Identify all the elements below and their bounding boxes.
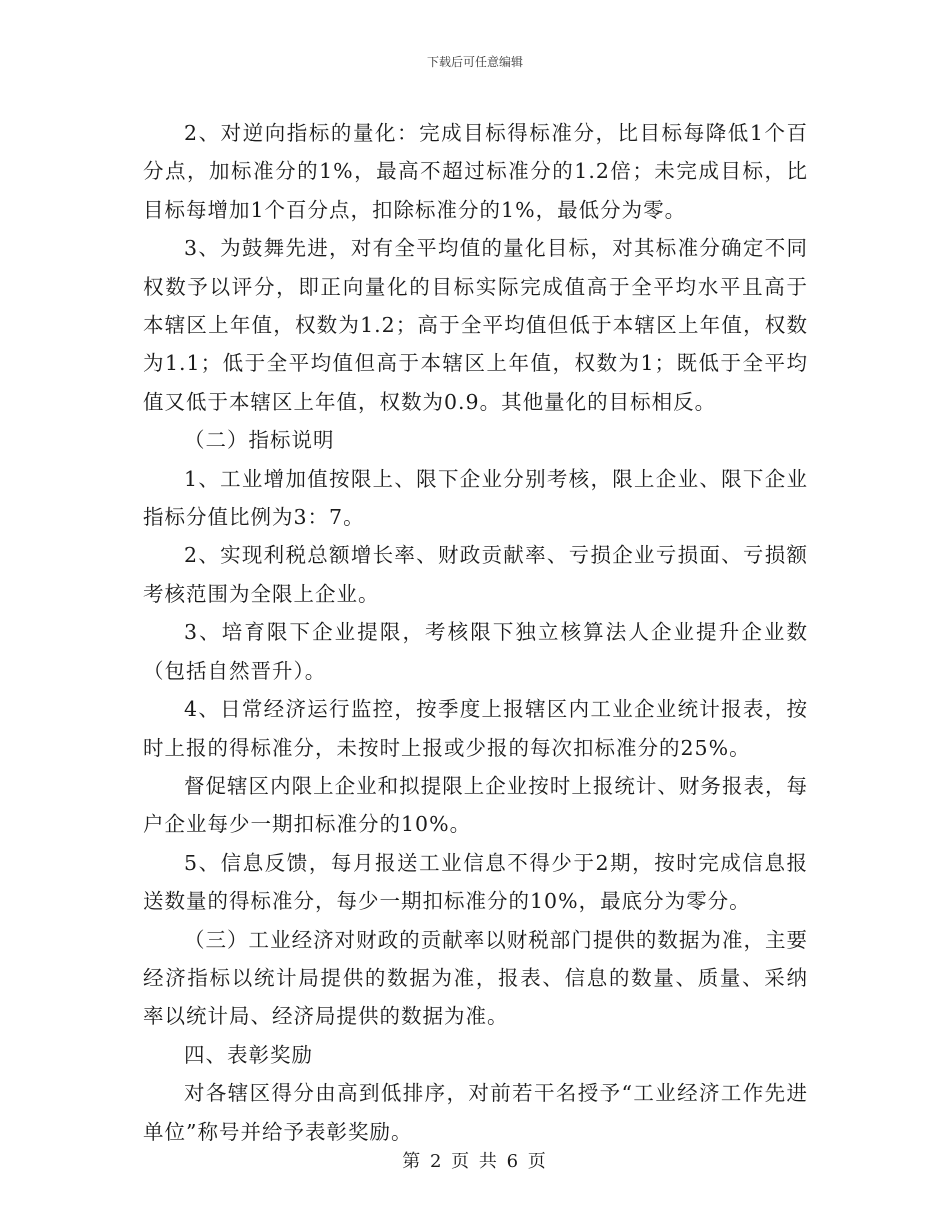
paragraph-information-feedback: 5、信息反馈，每月报送工业信息不得少于2期，按时完成信息报送数量的得标准分，每少一期扣标准分的10%，最底分为零分。 (143, 850, 808, 914)
section-heading-awards: 四、表彰奖励 (184, 1042, 313, 1067)
paragraph-industrial-added-value: 1、工业增加值按限上、限下企业分别考核，限上企业、限下企业指标分值比例为3：7。 (143, 466, 808, 530)
paragraph-reverse-indicator: 2、对逆向指标的量化：完成目标得标准分，比目标每降低1个百分点，加标准分的1%，最高不超过标准分的1.2倍；未完成目标，比目标每增加1个百分点，扣除标准分的1%，最低分为零。 (143, 121, 808, 222)
paragraph-awards: 对各辖区得分由高到低排序，对前若干名授予“工业经济工作先进单位”称号并给予表彰奖励。 (143, 1081, 808, 1144)
page-header-note: 下载后可任意编辑 (426, 55, 523, 69)
paragraph-report-supervision: 督促辖区内限上企业和拟提限上企业按时上报统计、财务报表，每户企业每少一期扣标准分的10%。 (143, 773, 808, 837)
page-number-footer: 第 2 页 共 6 页 (402, 1151, 548, 1172)
paragraph-cultivate-enterprises: 3、培育限下企业提限，考核限下独立核算法人企业提升企业数（包括自然晋升）。 (143, 620, 808, 683)
document-body (143, 114, 808, 1151)
section-heading-indicator-notes: （二）指标说明 (184, 428, 335, 453)
paragraph-daily-monitoring: 4、日常经济运行监控，按季度上报辖区内工业企业统计报表，按时上报的得标准分，未按时上报或少报的每次扣标准分的25%。 (143, 697, 808, 760)
paragraph-weighting: 3、为鼓舞先进，对有全平均值的量化目标，对其标准分确定不同权数予以评分，即正向量化的目标实际完成值高于全平均水平且高于本辖区上年值，权数为1.2；高于全平均值但低于本辖区上年值，权数为1.1；低于全平均值但高于本辖区上年值，权数为1；既低于全平均值又低于本辖区上年值，权数为0.9。其他量化的目标相反。 (143, 236, 808, 414)
paragraph-profit-tax: 2、实现利税总额增长率、财政贡献率、亏损企业亏损面、亏损额考核范围为全限上企业。 (143, 543, 808, 606)
paragraph-data-sources: （三）工业经济对财政的贡献率以财税部门提供的数据为准，主要经济指标以统计局提供的数据为准，报表、信息的数量、质量、采纳率以统计局、经济局提供的数据为准。 (143, 927, 808, 1029)
